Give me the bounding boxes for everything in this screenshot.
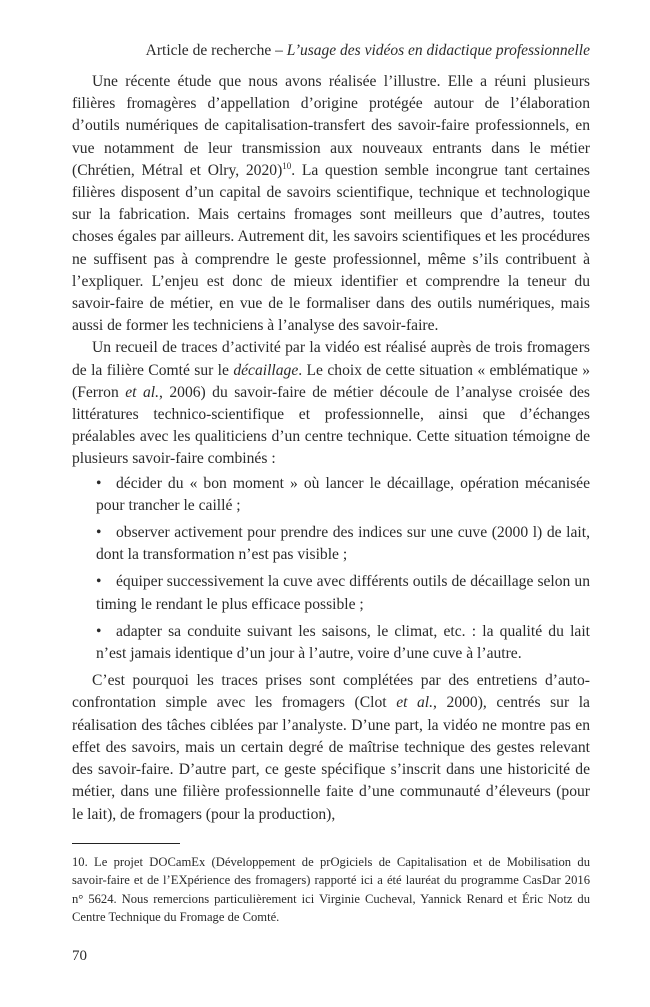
running-head (72, 40, 590, 62)
list-item (96, 473, 590, 517)
paragraph-3-text: C’est pourquoi les traces prises sont complétées par des entretiens d’auto-confrontation simple avec les fromagers (Clot (72, 672, 590, 712)
bullet-icon: • (96, 474, 102, 492)
paragraph-1-text-cont: . La question semble incongrue tant certaines filières disposent d’un capital de savoirs scientifique, technique et technologique sur la fabrication. Mais certains fromages sont meilleurs que d’autres, toutes choses égales par ailleurs. Autrement dit, les savoirs scientifiques et les procédures ne suffisent pas à comprendre le geste professionnel, même s’ils contribuent à l’expliquer. L’enjeu est donc de mieux identifier et comprendre la teneur du savoir-faire de métier, en vue de le formaliser dans des outils numériques, mais aussi de former les techniciens à l’analyse des savoir-faire. (72, 161, 590, 335)
citation-et-al: et al. (125, 383, 159, 401)
paragraph-2-text-b: . Le choix de cette situation « emblématique » (Ferron (72, 361, 590, 401)
list-item-text: observer activement pour prendre des indices sur une cuve (2000 l) de lait, dont la transformation n’est pas visible ; (96, 524, 590, 564)
paragraph-3 (72, 670, 590, 825)
citation-et-al: et al. (396, 694, 434, 712)
page-number: 70 (72, 948, 87, 964)
term-decaillage: décaillage (233, 361, 299, 379)
bullet-list (72, 473, 590, 666)
running-head-section: Article de recherche – (145, 42, 283, 59)
paragraph-1 (72, 71, 590, 337)
paragraph-2-text-c: , 2006) du savoir-faire de métier découle de l’analyse croisée des littératures technico-scientifique et professionnelle, ainsi que d’échanges préalables avec les qualiticiens d’un centre technique. Cette situation témoigne de plusieurs savoir-faire combinés : (72, 383, 590, 468)
list-item-text: adapter sa conduite suivant les saisons, le climat, etc. : la qualité du lait n’est jamais identique d’un jour à l’autre, voire d’une cuve à l’autre. (96, 622, 590, 663)
running-head-title: L’usage des vidéos en didactique professionnelle (286, 42, 590, 59)
bullet-icon: • (96, 573, 102, 591)
footnote-divider (72, 843, 180, 844)
list-item-text: décider du « bon moment » où lancer le décaillage, opération mécanisée pour trancher le caillé ; (96, 474, 590, 514)
bullet-icon: • (96, 622, 102, 640)
list-item-text: équiper successivement la cuve avec différents outils de décaillage selon un timing le rendant le plus efficace possible ; (96, 573, 590, 613)
footnote-reference[interactable]: 10 (282, 160, 292, 171)
bullet-icon: • (96, 524, 102, 542)
paragraph-3-text-b: , 2000), centrés sur la réalisation des tâches ciblées par l’analyste. D’une part, la vidéo ne montre pas en effet des savoirs, mais un certain degré de maîtrise technique des gestes relevant des savoir-faire. D’autre part, ce geste spécifique s’inscrit dans une historicité de métier, dans une filière professionnelle faite d’une communauté d’éleveurs (pour le lait), de fromagers (pour la production), (72, 694, 590, 823)
list-item (96, 522, 590, 566)
page (72, 40, 590, 927)
footnote-number: 10. (72, 854, 88, 869)
paragraph-2 (72, 337, 590, 470)
paragraph-1-text: Une récente étude que nous avons réalisée l’illustre. Elle a réuni plusieurs filières fromagères d’appellation d’origine protégée autour de l’élaboration d’outils numériques de capitalisation-transfert des savoir-faire professionnels, en vue notamment de leur transmission aux nouveaux entrants dans le métier (Chrétien, Métral et Olry, 2020) (72, 73, 590, 179)
footnote-text: Le projet DOCamEx (Développement de prOgiciels de Capitalisation et de Mobilisation du savoir-faire et de l’EXpérience des fromagers) rapporté ici a été lauréat du programme CasDar 2016 n° 5624. Nous remercions particulièrement ici Virginie Cucheval, Yannick Renard et Éric Notz du Centre Technique du Fromage de Comté. (72, 854, 590, 925)
list-item (96, 621, 590, 665)
list-item (96, 571, 590, 615)
paragraph-2-text: Un recueil de traces d’activité par la vidéo est réalisé auprès de trois fromagers de la filière Comté sur le (72, 339, 590, 379)
footnote (72, 853, 590, 927)
